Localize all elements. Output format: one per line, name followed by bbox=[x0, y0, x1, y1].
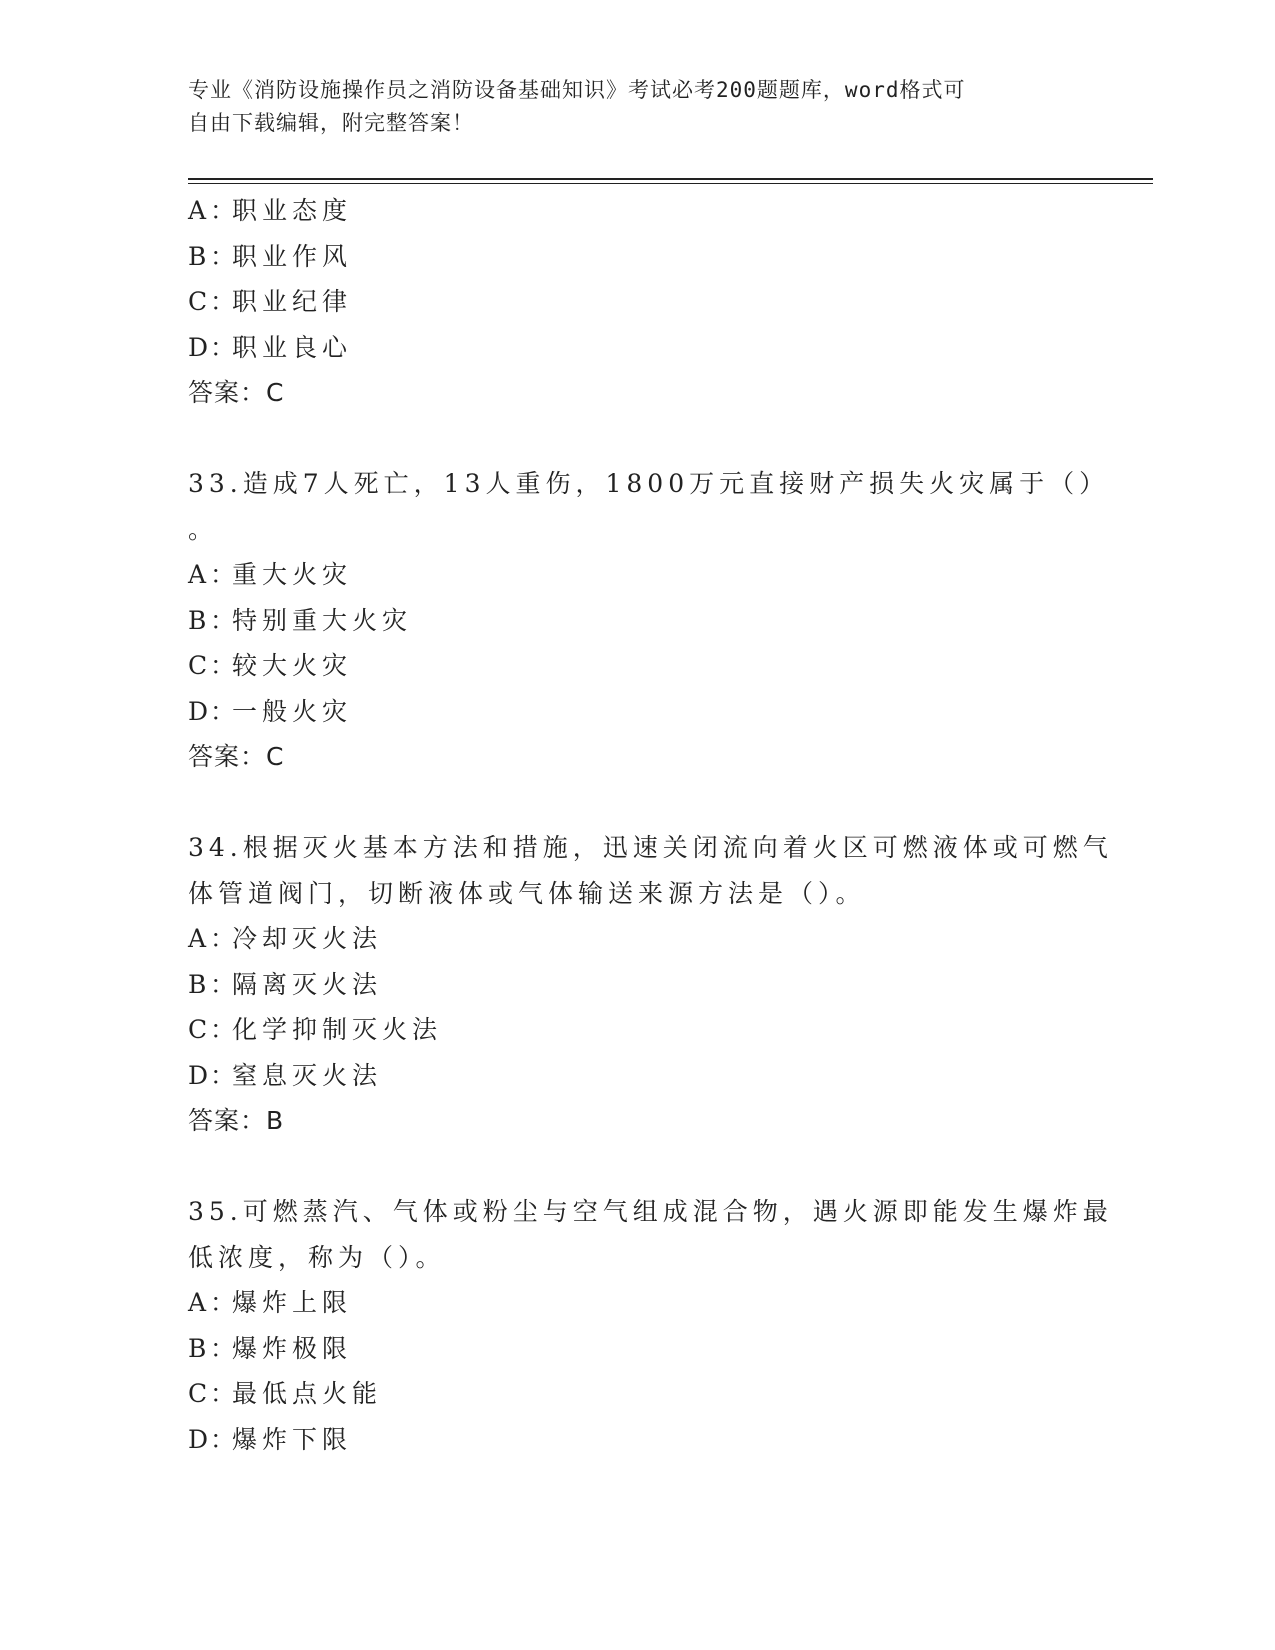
option-c bbox=[188, 1371, 1088, 1417]
option-text: 职业态度 bbox=[232, 196, 353, 225]
option-colon: ： bbox=[210, 1333, 236, 1363]
spacer bbox=[188, 416, 1088, 462]
question-34 bbox=[188, 825, 1113, 1144]
option-d bbox=[188, 1053, 1088, 1099]
option-letter: D bbox=[188, 1060, 209, 1090]
option-colon: ： bbox=[210, 1060, 236, 1090]
option-letter: B bbox=[188, 605, 207, 635]
option-colon: ： bbox=[210, 924, 236, 953]
option-colon: ： bbox=[210, 696, 236, 726]
option-b bbox=[188, 234, 1088, 280]
option-text: 最低点火能 bbox=[232, 1379, 383, 1408]
option-d bbox=[188, 1417, 1088, 1463]
option-text: 爆炸下限 bbox=[232, 1424, 353, 1454]
header-line-1: 专业《消防设施操作员之消防设备基础知识》考试必考200题题库，word格式可 bbox=[188, 78, 966, 102]
option-colon: ： bbox=[210, 560, 236, 589]
option-colon: ： bbox=[210, 332, 236, 362]
question-stem: 33.造成7人死亡，13人重伤，1800万元直接财产损失火灾属于（） bbox=[188, 469, 1110, 498]
option-colon: ： bbox=[210, 969, 236, 999]
option-b bbox=[188, 1326, 1088, 1372]
option-colon: ： bbox=[210, 651, 236, 680]
option-letter: A bbox=[188, 924, 207, 953]
question-stem: 体管道阀门，切断液体或气体输送来源方法是（）。 bbox=[188, 878, 866, 908]
option-a bbox=[188, 1280, 1088, 1326]
question-stem: 低浓度，称为（）。 bbox=[188, 1242, 446, 1272]
question-stem: 。 bbox=[188, 514, 219, 544]
option-letter: C bbox=[188, 1015, 208, 1044]
option-letter: B bbox=[188, 1333, 207, 1363]
option-colon: ： bbox=[210, 241, 236, 271]
option-a bbox=[188, 916, 1088, 962]
option-text: 特别重大火灾 bbox=[232, 605, 413, 635]
option-text: 重大火灾 bbox=[232, 560, 353, 589]
option-letter: B bbox=[188, 969, 207, 999]
option-colon: ： bbox=[210, 287, 236, 316]
spacer bbox=[188, 1144, 1088, 1190]
question-33 bbox=[188, 461, 1110, 780]
option-colon: ： bbox=[210, 1424, 236, 1454]
option-text: 窒息灭火法 bbox=[232, 1060, 383, 1090]
header-line-2: 自由下载编辑，附完整答案！ bbox=[188, 111, 474, 135]
option-text: 隔离灭火法 bbox=[232, 969, 383, 999]
spacer bbox=[188, 780, 1088, 826]
document-header bbox=[188, 74, 1068, 140]
option-letter: C bbox=[188, 1379, 208, 1408]
option-letter: C bbox=[188, 651, 208, 680]
option-letter: B bbox=[188, 241, 207, 271]
option-text: 职业纪律 bbox=[232, 287, 353, 316]
option-letter: C bbox=[188, 287, 208, 316]
option-colon: ： bbox=[210, 196, 236, 225]
answer-line: 答案：C bbox=[188, 742, 285, 771]
option-text: 一般火灾 bbox=[232, 696, 353, 726]
header-rule-thick bbox=[188, 178, 1153, 180]
header-rule-thin bbox=[188, 183, 1153, 184]
option-d bbox=[188, 325, 1088, 371]
option-b bbox=[188, 962, 1088, 1008]
question-32-continued bbox=[188, 188, 1088, 416]
option-text: 化学抑制灭火法 bbox=[232, 1015, 443, 1044]
option-letter: A bbox=[188, 560, 207, 589]
option-a bbox=[188, 552, 1088, 598]
option-letter: A bbox=[188, 1288, 207, 1317]
answer-line: 答案：B bbox=[188, 1106, 285, 1135]
option-colon: ： bbox=[210, 605, 236, 635]
option-letter: A bbox=[188, 196, 207, 225]
option-c bbox=[188, 279, 1088, 325]
question-35 bbox=[188, 1189, 1113, 1462]
option-text: 较大火灾 bbox=[232, 651, 353, 680]
option-text: 爆炸上限 bbox=[232, 1288, 353, 1317]
option-letter: D bbox=[188, 696, 209, 726]
option-c bbox=[188, 643, 1088, 689]
question-list bbox=[188, 188, 1113, 1462]
option-text: 爆炸极限 bbox=[232, 1333, 353, 1363]
option-c bbox=[188, 1007, 1088, 1053]
option-b bbox=[188, 598, 1088, 644]
option-text: 冷却灭火法 bbox=[232, 924, 383, 953]
question-stem: 34.根据灭火基本方法和措施，迅速关闭流向着火区可燃液体或可燃气 bbox=[188, 833, 1113, 862]
option-colon: ： bbox=[210, 1015, 236, 1044]
option-colon: ： bbox=[210, 1288, 236, 1317]
option-letter: D bbox=[188, 332, 209, 362]
question-stem: 35.可燃蒸汽、气体或粉尘与空气组成混合物，遇火源即能发生爆炸最 bbox=[188, 1197, 1113, 1226]
option-letter: D bbox=[188, 1424, 209, 1454]
option-d bbox=[188, 689, 1088, 735]
option-text: 职业良心 bbox=[232, 332, 353, 362]
option-text: 职业作风 bbox=[232, 241, 353, 271]
answer-line: 答案：C bbox=[188, 378, 285, 407]
option-colon: ： bbox=[210, 1379, 236, 1408]
option-a bbox=[188, 188, 1088, 234]
